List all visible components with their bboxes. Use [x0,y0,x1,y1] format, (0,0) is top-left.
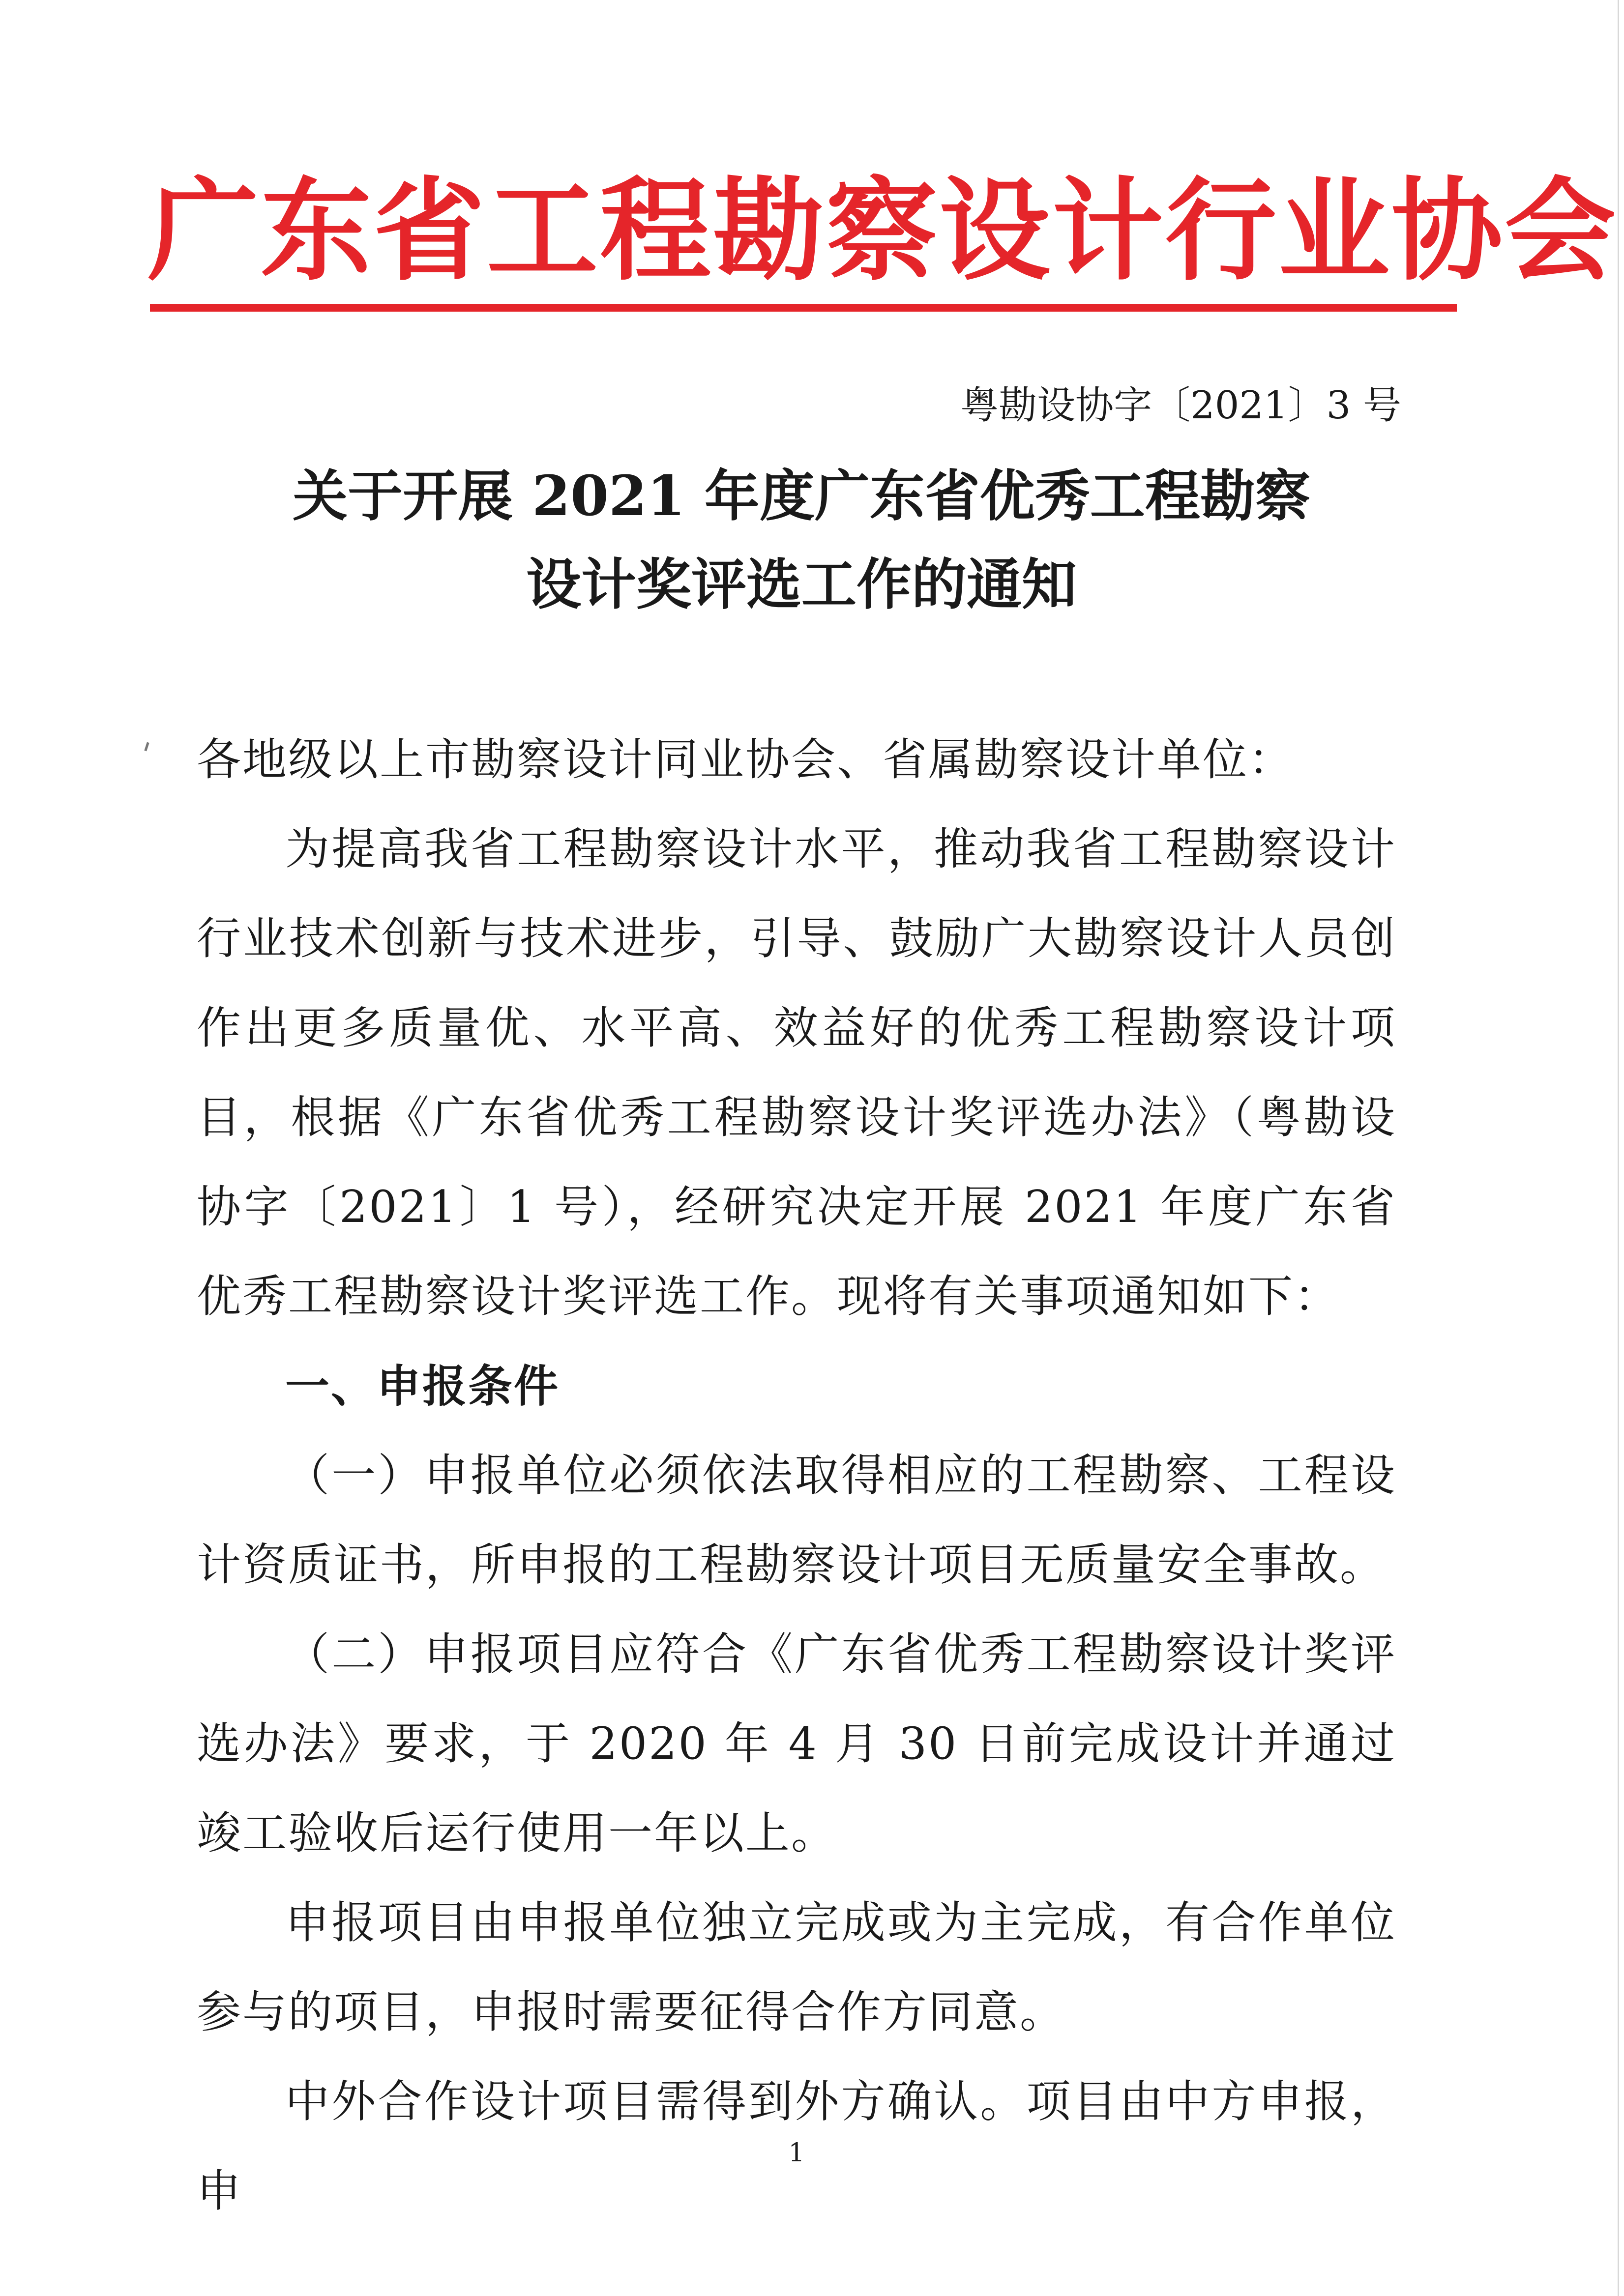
intro-paragraph: 为提高我省工程勘察设计水平，推动我省工程勘察设计行业技术创新与技术进步，引导、鼓励广大勘察设计人员创作出更多质量优、水平高、效益好的优秀工程勘察设计项目，根据《广东省优秀工程勘察设计奖评选办法》（粤勘设协字〔2021〕1 号），经研究决定开展 2021 年度广东省优秀工程勘察设计奖评选工作。现将有关事项通知如下： [197,823,1396,1322]
section-heading-1: 一、申报条件 [285,1360,560,1412]
document-title [148,452,1455,629]
page-number: 1 [788,2138,805,2168]
document-body [197,715,1396,2236]
document-title-line-2: 设计奖评选工作的通知 [526,552,1077,617]
scan-speck [144,742,149,752]
cooperation-paragraph: 申报项目由申报单位独立完成或为主完成，有合作单位参与的项目，申报时需要征得合作方同意。 [197,1897,1396,2038]
letterhead-org-name: 广东省工程勘察设计行业协会 [148,166,1618,296]
document-number: 粤勘设协字〔2021〕3 号 [960,383,1401,428]
condition-item-1: （一）申报单位必须依法取得相应的工程勘察、工程设计资质证书，所申报的工程勘察设计项目无质量安全事故。 [197,1450,1396,1591]
scan-edge [1618,0,1619,2296]
foreign-cooperation-paragraph: 中外合作设计项目需得到外方确认。项目由中方申报，申 [197,2076,1396,2217]
salutation: 各地级以上市勘察设计同业协会、省属勘察设计单位： [197,734,1294,785]
letterhead-red-rule [150,304,1457,312]
condition-item-2: （二）申报项目应符合《广东省优秀工程勘察设计奖评选办法》要求，于 2020 年 4 月 30 日前完成设计并通过竣工验收后运行使用一年以上。 [197,1628,1396,1859]
document-title-line-1: 关于开展 2021 年度广东省优秀工程勘察 [293,464,1310,528]
